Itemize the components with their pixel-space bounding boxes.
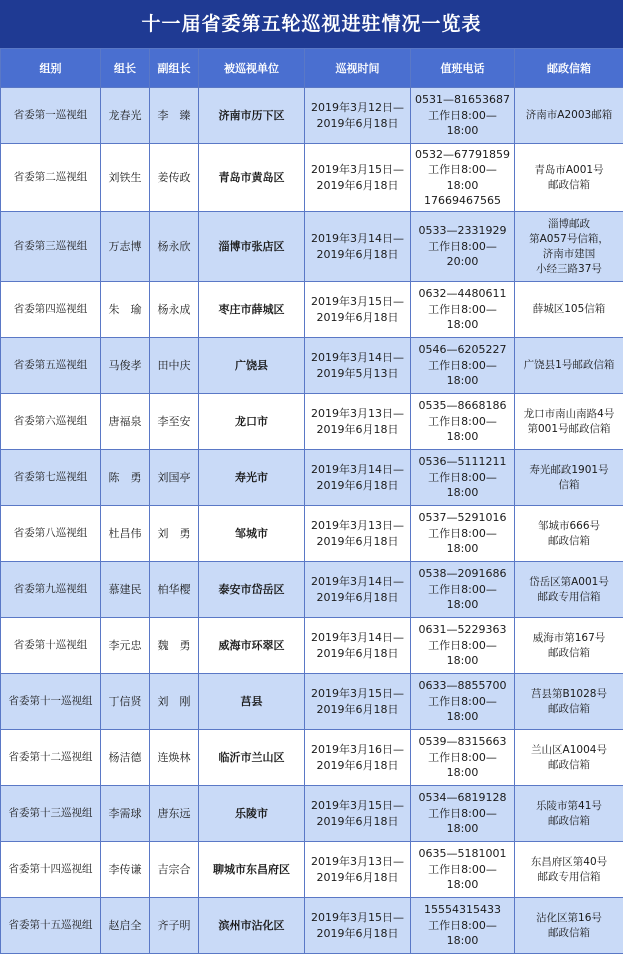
deputy-cell: 连焕林 [150, 730, 199, 786]
inspection-table [0, 48, 623, 954]
table-row [1, 212, 623, 282]
col-header-deputy: 副组长 [150, 49, 199, 88]
leader-cell: 慕建民 [101, 562, 150, 618]
group-cell: 省委第十五巡视组 [1, 898, 101, 954]
unit-cell: 邹城市 [199, 506, 305, 562]
phone-cell: 0633—8855700 工作日8:00— 18:00 [411, 674, 515, 730]
phone-cell: 0539—8315663 工作日8:00— 18:00 [411, 730, 515, 786]
phone-cell: 0536—5111211 工作日8:00— 18:00 [411, 450, 515, 506]
unit-cell: 龙口市 [199, 394, 305, 450]
mailbox-cell: 龙口市南山南路4号 第001号邮政信箱 [515, 394, 623, 450]
table-header-row [1, 49, 623, 88]
table-row [1, 730, 623, 786]
table-body [1, 88, 623, 954]
group-cell: 省委第十一巡视组 [1, 674, 101, 730]
phone-cell: 0532—67791859 工作日8:00— 18:00 17669467565 [411, 144, 515, 212]
table-row [1, 394, 623, 450]
leader-cell: 唐福泉 [101, 394, 150, 450]
time-cell: 2019年3月14日— 2019年6月18日 [305, 450, 411, 506]
group-cell: 省委第一巡视组 [1, 88, 101, 144]
col-header-time: 巡视时间 [305, 49, 411, 88]
leader-cell: 赵启全 [101, 898, 150, 954]
table-row [1, 144, 623, 212]
unit-cell: 淄博市张店区 [199, 212, 305, 282]
leader-cell: 李传谦 [101, 842, 150, 898]
table-row [1, 562, 623, 618]
mailbox-cell: 威海市第167号 邮政信箱 [515, 618, 623, 674]
leader-cell: 丁信贤 [101, 674, 150, 730]
table-row [1, 842, 623, 898]
leader-cell: 杜昌伟 [101, 506, 150, 562]
col-header-phone: 值班电话 [411, 49, 515, 88]
deputy-cell: 李至安 [150, 394, 199, 450]
table-row [1, 674, 623, 730]
time-cell: 2019年3月13日— 2019年6月18日 [305, 506, 411, 562]
unit-cell: 滨州市沾化区 [199, 898, 305, 954]
table-row [1, 786, 623, 842]
group-cell: 省委第六巡视组 [1, 394, 101, 450]
phone-cell: 0538—2091686 工作日8:00— 18:00 [411, 562, 515, 618]
time-cell: 2019年3月16日— 2019年6月18日 [305, 730, 411, 786]
mailbox-cell: 广饶县1号邮政信箱 [515, 338, 623, 394]
deputy-cell: 刘 刚 [150, 674, 199, 730]
mailbox-cell: 青岛市A001号 邮政信箱 [515, 144, 623, 212]
mailbox-cell: 淄博邮政 第A057号信箱， 济南市建国 小经三路37号 [515, 212, 623, 282]
group-cell: 省委第十巡视组 [1, 618, 101, 674]
group-cell: 省委第八巡视组 [1, 506, 101, 562]
unit-cell: 广饶县 [199, 338, 305, 394]
unit-cell: 枣庄市薛城区 [199, 282, 305, 338]
group-cell: 省委第十三巡视组 [1, 786, 101, 842]
time-cell: 2019年3月14日— 2019年6月18日 [305, 562, 411, 618]
phone-cell: 0531—81653687 工作日8:00— 18:00 [411, 88, 515, 144]
time-cell: 2019年3月15日— 2019年6月18日 [305, 282, 411, 338]
mailbox-cell: 济南市A2003邮箱 [515, 88, 623, 144]
mailbox-cell: 莒县第B1028号 邮政信箱 [515, 674, 623, 730]
phone-cell: 0632—4480611 工作日8:00— 18:00 [411, 282, 515, 338]
deputy-cell: 杨永成 [150, 282, 199, 338]
table-row [1, 88, 623, 144]
group-cell: 省委第二巡视组 [1, 144, 101, 212]
deputy-cell: 李 臻 [150, 88, 199, 144]
mailbox-cell: 沾化区第16号 邮政信箱 [515, 898, 623, 954]
group-cell: 省委第九巡视组 [1, 562, 101, 618]
phone-cell: 0546—6205227 工作日8:00— 18:00 [411, 338, 515, 394]
group-cell: 省委第十二巡视组 [1, 730, 101, 786]
unit-cell: 济南市历下区 [199, 88, 305, 144]
group-cell: 省委第七巡视组 [1, 450, 101, 506]
phone-cell: 15554315433 工作日8:00— 18:00 [411, 898, 515, 954]
time-cell: 2019年3月12日— 2019年6月18日 [305, 88, 411, 144]
unit-cell: 乐陵市 [199, 786, 305, 842]
deputy-cell: 刘 勇 [150, 506, 199, 562]
time-cell: 2019年3月14日— 2019年5月13日 [305, 338, 411, 394]
phone-cell: 0534—6819128 工作日8:00— 18:00 [411, 786, 515, 842]
deputy-cell: 吉宗合 [150, 842, 199, 898]
leader-cell: 陈 勇 [101, 450, 150, 506]
deputy-cell: 柏华樱 [150, 562, 199, 618]
leader-cell: 朱 瑜 [101, 282, 150, 338]
table-row [1, 506, 623, 562]
mailbox-cell: 寿光邮政1901号 信箱 [515, 450, 623, 506]
phone-cell: 0635—5181001 工作日8:00— 18:00 [411, 842, 515, 898]
time-cell: 2019年3月15日— 2019年6月18日 [305, 786, 411, 842]
deputy-cell: 唐东远 [150, 786, 199, 842]
time-cell: 2019年3月15日— 2019年6月18日 [305, 674, 411, 730]
deputy-cell: 齐子明 [150, 898, 199, 954]
group-cell: 省委第三巡视组 [1, 212, 101, 282]
mailbox-cell: 薛城区105信箱 [515, 282, 623, 338]
time-cell: 2019年3月14日— 2019年6月18日 [305, 212, 411, 282]
unit-cell: 聊城市东昌府区 [199, 842, 305, 898]
leader-cell: 刘铁生 [101, 144, 150, 212]
leader-cell: 马俊孝 [101, 338, 150, 394]
leader-cell: 李元忠 [101, 618, 150, 674]
leader-cell: 李需球 [101, 786, 150, 842]
leader-cell: 万志博 [101, 212, 150, 282]
time-cell: 2019年3月15日— 2019年6月18日 [305, 144, 411, 212]
deputy-cell: 刘国亭 [150, 450, 199, 506]
mailbox-cell: 东昌府区第40号 邮政专用信箱 [515, 842, 623, 898]
unit-cell: 莒县 [199, 674, 305, 730]
mailbox-cell: 岱岳区第A001号 邮政专用信箱 [515, 562, 623, 618]
col-header-leader: 组长 [101, 49, 150, 88]
unit-cell: 青岛市黄岛区 [199, 144, 305, 212]
leader-cell: 杨洁德 [101, 730, 150, 786]
table-row [1, 282, 623, 338]
group-cell: 省委第五巡视组 [1, 338, 101, 394]
mailbox-cell: 乐陵市第41号 邮政信箱 [515, 786, 623, 842]
table-row [1, 450, 623, 506]
col-header-unit: 被巡视单位 [199, 49, 305, 88]
mailbox-cell: 邹城市666号 邮政信箱 [515, 506, 623, 562]
phone-cell: 0533—2331929 工作日8:00— 20:00 [411, 212, 515, 282]
unit-cell: 威海市环翠区 [199, 618, 305, 674]
phone-cell: 0535—8668186 工作日8:00— 18:00 [411, 394, 515, 450]
table-title: 十一届省委第五轮巡视进驻情况一览表 [0, 0, 623, 48]
leader-cell: 龙春光 [101, 88, 150, 144]
group-cell: 省委第四巡视组 [1, 282, 101, 338]
time-cell: 2019年3月15日— 2019年6月18日 [305, 898, 411, 954]
phone-cell: 0631—5229363 工作日8:00— 18:00 [411, 618, 515, 674]
unit-cell: 临沂市兰山区 [199, 730, 305, 786]
deputy-cell: 魏 勇 [150, 618, 199, 674]
group-cell: 省委第十四巡视组 [1, 842, 101, 898]
time-cell: 2019年3月13日— 2019年6月18日 [305, 842, 411, 898]
col-header-group: 组别 [1, 49, 101, 88]
table-row [1, 898, 623, 954]
table-row [1, 338, 623, 394]
table-row [1, 618, 623, 674]
col-header-mailbox: 邮政信箱 [515, 49, 623, 88]
time-cell: 2019年3月13日— 2019年6月18日 [305, 394, 411, 450]
phone-cell: 0537—5291016 工作日8:00— 18:00 [411, 506, 515, 562]
deputy-cell: 杨永欣 [150, 212, 199, 282]
unit-cell: 寿光市 [199, 450, 305, 506]
deputy-cell: 田中庆 [150, 338, 199, 394]
unit-cell: 泰安市岱岳区 [199, 562, 305, 618]
time-cell: 2019年3月14日— 2019年6月18日 [305, 618, 411, 674]
mailbox-cell: 兰山区A1004号 邮政信箱 [515, 730, 623, 786]
deputy-cell: 姜传政 [150, 144, 199, 212]
